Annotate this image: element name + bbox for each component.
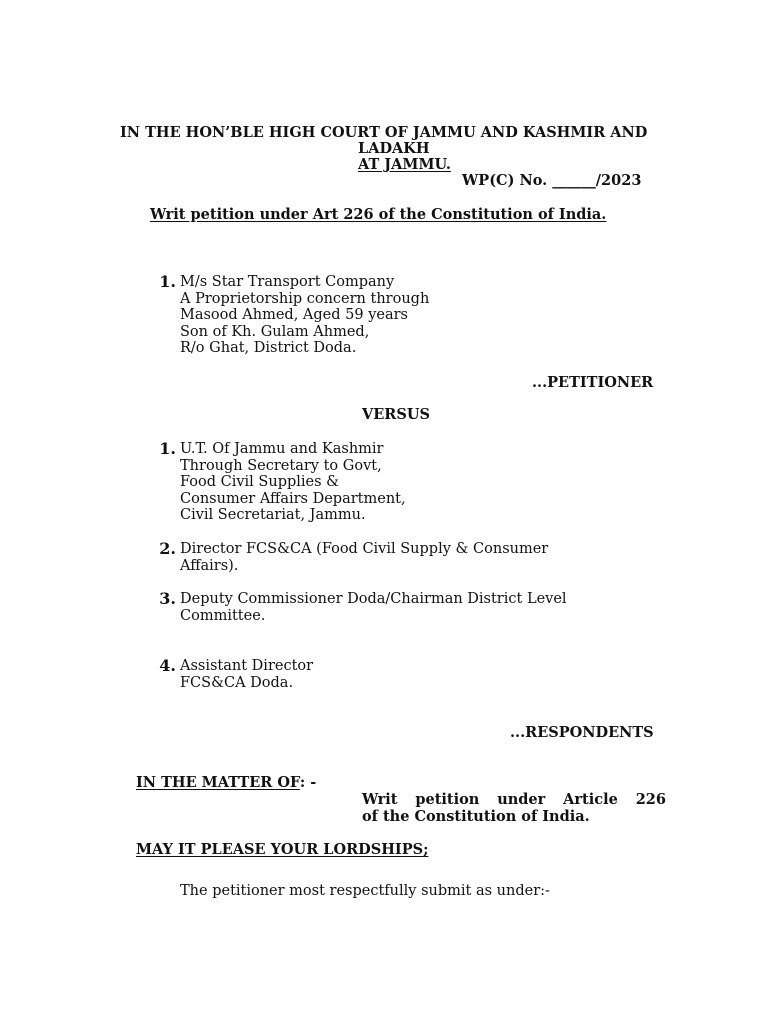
matter-suffix: : - [299, 774, 317, 791]
matter-label: IN THE MATTER OF [136, 774, 300, 791]
petitioner-label: ...PETITIONER [532, 374, 654, 391]
respondent-line: Assistant Director [180, 658, 314, 674]
matter-line1 [362, 792, 666, 809]
respondent-line: Affairs). [180, 557, 239, 574]
respondent-line: Deputy Commissioner Doda/Chairman District Level [180, 591, 567, 607]
respondent-line: Civil Secretariat, Jammu. [180, 507, 366, 523]
matter-word: Article [563, 791, 618, 808]
respondent-4-address [180, 658, 313, 691]
versus-label: VERSUS [362, 406, 430, 423]
prayer-heading: MAY IT PLEASE YOUR LORDSHIPS; [136, 841, 429, 858]
respondent-line: Through Secretary to Govt, [180, 457, 382, 474]
petitioner-line: Son of Kh. Gulam Ahmed, [180, 323, 370, 340]
matter-heading [136, 775, 316, 792]
petitioner-line: R/o Ghat, District Doda. [180, 340, 357, 356]
matter-word: petition [415, 791, 480, 808]
matter-word: Writ [362, 791, 398, 808]
respondent-2-number: 2. [159, 539, 176, 558]
respondent-2-address [180, 541, 548, 574]
matter-word: 226 [635, 791, 666, 808]
court-title-line3: AT JAMMU. [358, 156, 451, 173]
respondent-1-address [180, 441, 406, 524]
petitioner-number: 1. [159, 272, 176, 291]
matter-line2: of the Constitution of India. [362, 808, 590, 825]
petitioner-address [180, 274, 429, 357]
court-title-line2: LADAKH [358, 140, 430, 157]
respondents-label: ...RESPONDENTS [510, 724, 654, 741]
writ-heading: Writ petition under Art 226 of the Constitution of India. [150, 206, 607, 223]
petitioner-line: Masood Ahmed, Aged 59 years [180, 307, 408, 323]
respondent-line: Consumer Affairs Department, [180, 490, 406, 507]
respondent-line: U.T. Of Jammu and Kashmir [180, 441, 384, 457]
petitioner-line: M/s Star Transport Company [180, 274, 395, 290]
respondent-line: Committee. [180, 607, 266, 624]
respondent-line: Food Civil Supplies & [180, 474, 340, 490]
respondent-1-number: 1. [159, 439, 176, 458]
intro-paragraph: The petitioner most respectfully submit as under:- [180, 883, 550, 899]
respondent-line: Director FCS&CA (Food Civil Supply & Consumer [180, 541, 549, 557]
matter-word: under [497, 791, 546, 808]
respondent-3-address [180, 591, 567, 624]
case-number: WP(C) No. ______/2023 [462, 172, 642, 189]
respondent-4-number: 4. [159, 656, 176, 675]
court-title-line1: IN THE HON’BLE HIGH COURT OF JAMMU AND KASHMIR AND [120, 124, 648, 141]
respondent-3-number: 3. [159, 589, 176, 608]
respondent-line: FCS&CA Doda. [180, 674, 294, 691]
petitioner-line: A Proprietorship concern through [180, 290, 430, 307]
